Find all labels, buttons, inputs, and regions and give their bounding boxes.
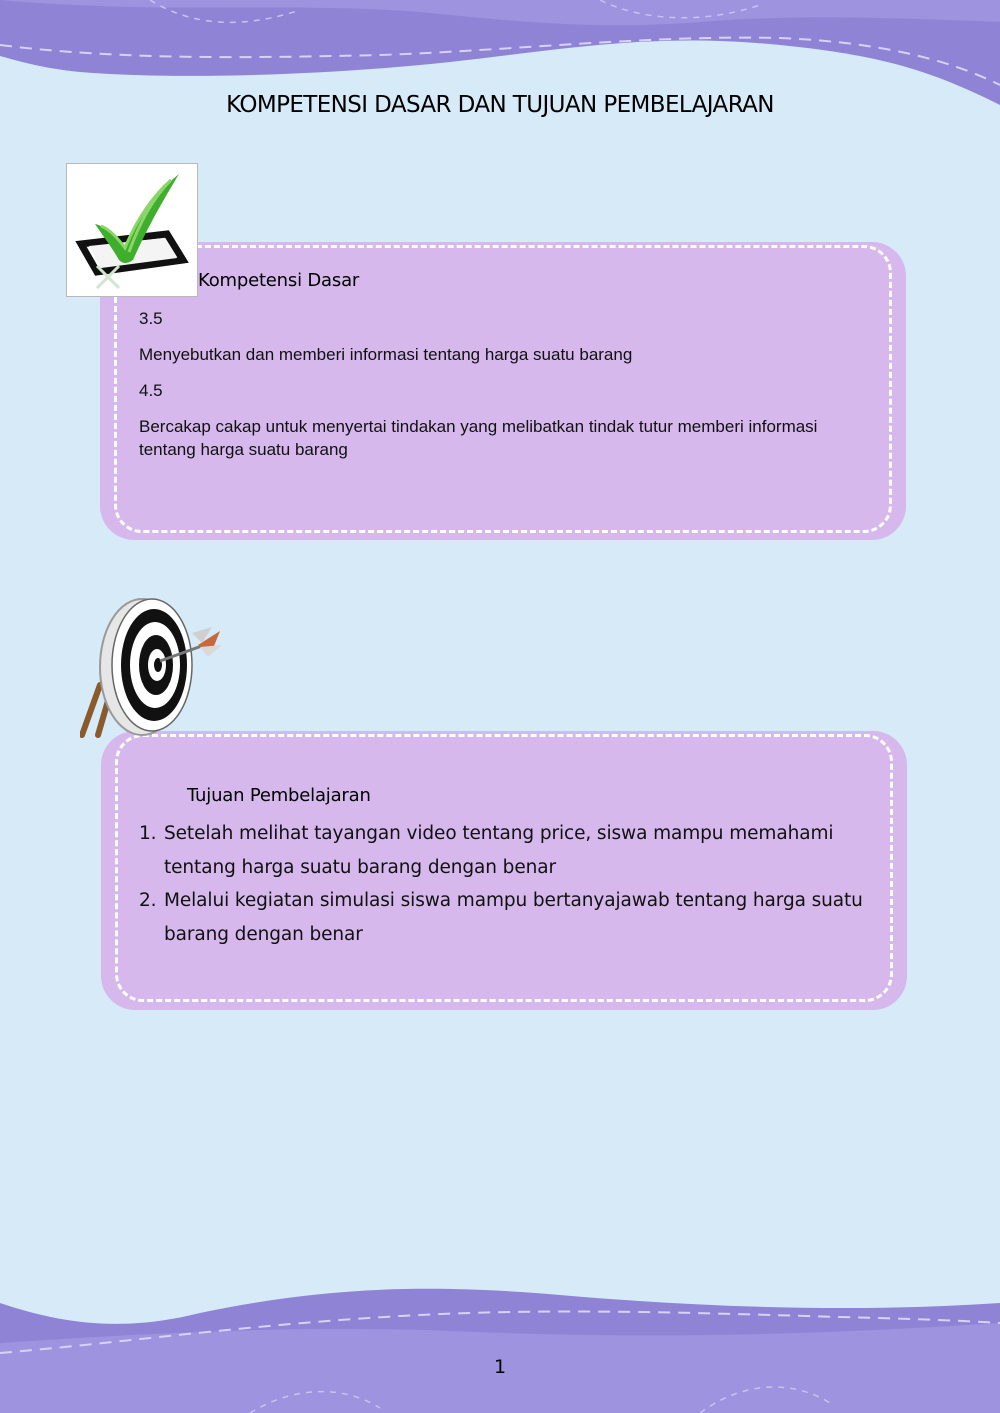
kd-line-4: Bercakap cakap untuk menyertai tindakan yang melibatkan tindak tutur memberi informasi tentang harga suatu barang	[139, 417, 818, 459]
page-number: 1	[493, 1356, 507, 1378]
checkmark-icon	[66, 163, 198, 297]
kd-line-1: 3.5	[139, 309, 163, 328]
kd-line-2: Menyebutkan dan memberi informasi tentang harga suatu barang	[139, 345, 633, 364]
list-number: 1.	[139, 823, 157, 844]
page-title: KOMPETENSI DASAR DAN TUJUAN PEMBELAJARAN	[226, 92, 774, 118]
list-number: 2.	[139, 890, 157, 911]
list-item	[139, 884, 879, 951]
bottom-wave-decoration	[0, 1283, 1000, 1413]
list-item	[139, 817, 879, 884]
tujuan-list	[139, 817, 879, 951]
tujuan-pembelajaran-heading: Tujuan Pembelajaran	[187, 785, 371, 806]
kompetensi-dasar-heading: Kompetensi Dasar	[198, 270, 360, 291]
kd-line-3: 4.5	[139, 381, 163, 400]
list-text: Melalui kegiatan simulasi siswa mampu bertanyajawab tentang harga suatu barang dengan benar	[164, 890, 863, 945]
list-text: Setelah melihat tayangan video tentang price, siswa mampu memahami tentang harga suatu barang dengan benar	[164, 823, 834, 878]
target-icon	[80, 595, 225, 740]
